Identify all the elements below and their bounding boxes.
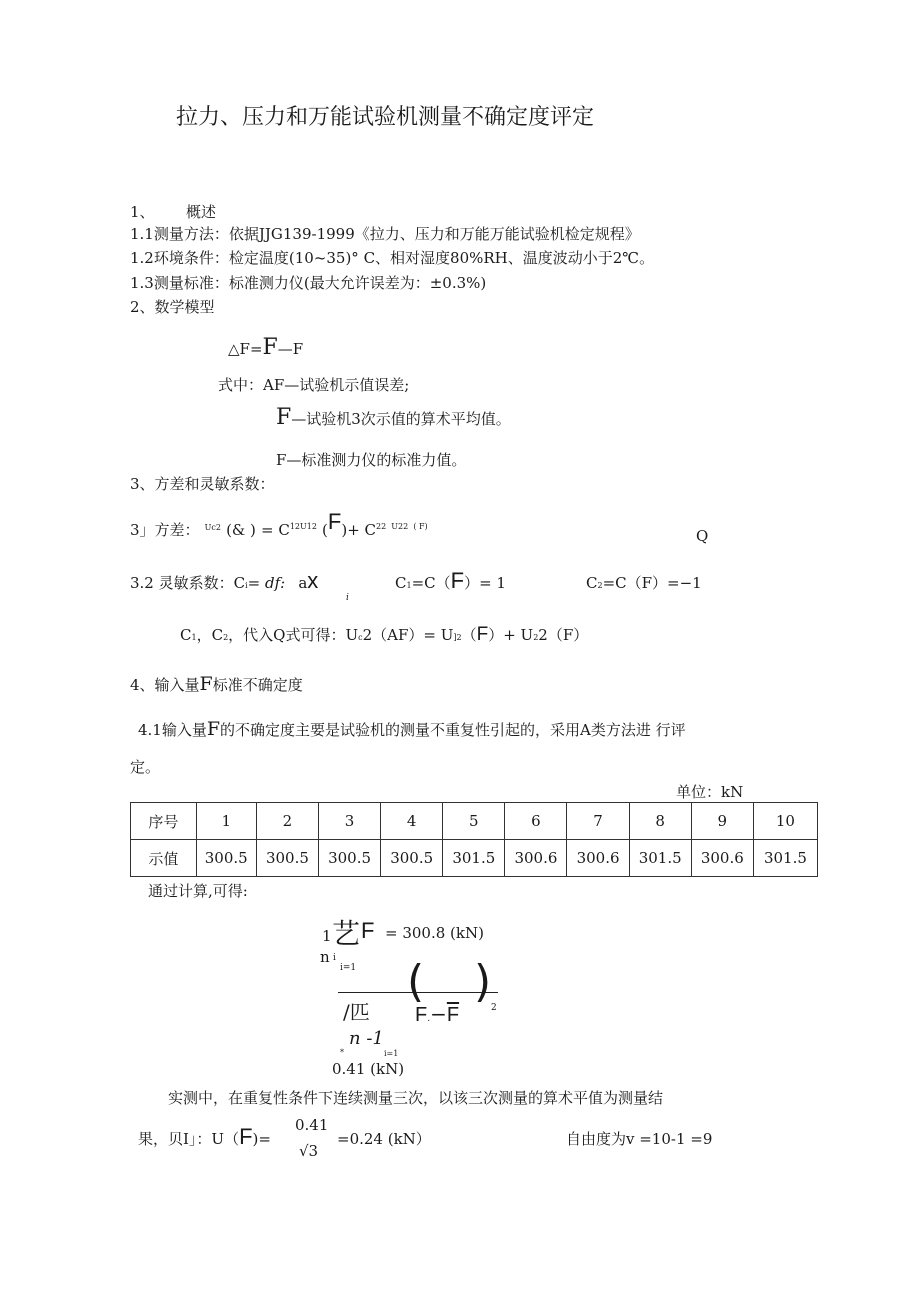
var-uc-sub: c <box>211 523 216 532</box>
var-u2: U <box>391 522 399 531</box>
mean-i: i <box>333 953 336 963</box>
value-cell: 301.5 <box>629 840 691 877</box>
value-cell: 300.5 <box>318 840 380 877</box>
s4-heading-b: 标准不确定度 <box>212 676 303 694</box>
header-cell: 6 <box>505 803 567 840</box>
sd-i1: i=1 <box>384 1049 399 1058</box>
var-uc: U <box>204 523 212 532</box>
measurement-table <box>130 802 818 877</box>
value-cell: 300.6 <box>567 840 629 877</box>
value-cell: 301.5 <box>443 840 505 877</box>
variance-label: 3」方差： <box>130 521 200 539</box>
sd-Fi-letter: F <box>415 1004 428 1026</box>
def-mean-text: —试验机3次示值的算术平均值。 <box>291 410 511 428</box>
table-value-row <box>131 840 818 877</box>
header-cell: 2 <box>256 803 318 840</box>
sens-eq: = df: <box>247 574 286 592</box>
value-cell: 300.6 <box>691 840 753 877</box>
c1-sub: 1 <box>406 581 412 590</box>
section-3-heading: 3、方差和灵敏系数： <box>130 475 275 493</box>
environment-conditions: 1.2环境条件：检定温度(10~35)° C、相对湿度80%RH、温度波动小于2℃。 <box>130 249 655 267</box>
sub-g: 2（F） <box>538 626 589 644</box>
sub-f: ）+ U <box>488 626 534 644</box>
header-cell: 3 <box>318 803 380 840</box>
sub-a: C <box>180 626 192 644</box>
sd-n-minus-1: n -1 <box>349 1028 384 1049</box>
mean-F: F <box>361 918 375 943</box>
c1-formula <box>395 568 506 594</box>
var-plus-c: )+ C <box>341 521 377 539</box>
c1-F: F <box>450 568 465 593</box>
s4-p-c: 定。 <box>130 758 161 776</box>
sd-close-paren: ) <box>474 956 492 1007</box>
res-b: )= <box>252 1130 271 1148</box>
header-cell: 4 <box>381 803 443 840</box>
model-delta: △F= <box>228 340 263 358</box>
where-clause: 式中：AF—试验机示值误差; <box>218 376 410 394</box>
var-u1-sup: 2 <box>311 522 317 531</box>
var-eq: = C <box>260 521 290 539</box>
value-cell: 301.5 <box>753 840 817 877</box>
mean-value: = 300.8 (kN) <box>385 924 484 942</box>
var-tail: ( F) <box>413 522 428 531</box>
sensitivity-formula <box>130 568 318 594</box>
def-F-symbol: F <box>276 405 292 430</box>
sens-label: 3.2 灵敏系数：C <box>130 574 246 592</box>
sd-open-paren: ( <box>407 956 425 1007</box>
var-open: ( <box>322 521 328 539</box>
calculation-intro: 通过计算,可得: <box>148 882 248 900</box>
var-c2-sub: 2 <box>376 522 382 531</box>
sub-c-sub: c <box>358 633 363 642</box>
c2-formula <box>586 572 702 593</box>
sub-d: 2（AF）= U <box>362 626 454 644</box>
mean-n: n <box>320 948 330 966</box>
sd-value: 0.41 (kN) <box>332 1060 405 1078</box>
sens-i-sub: i <box>245 581 248 590</box>
sd-F-bar: $\overline{F}$ <box>446 1004 460 1026</box>
c1-c: ）= 1 <box>464 574 506 592</box>
res-F: F <box>239 1124 253 1149</box>
model-minus-F: —F <box>277 340 304 358</box>
header-cell: 7 <box>567 803 629 840</box>
var-uc-sup: 2 <box>215 523 221 532</box>
var-u1: U <box>300 522 307 531</box>
s4-heading-F: F <box>199 673 213 695</box>
sd-sum-symbol: /匹 <box>343 1000 370 1024</box>
variance-formula <box>130 509 428 541</box>
var-c2-sup: 2 <box>381 522 387 531</box>
unit-label: 单位：kN <box>676 783 744 801</box>
math-model <box>228 335 303 360</box>
sd-power: 2 <box>491 1003 497 1013</box>
c2-b: =C（F）=−1 <box>602 574 702 592</box>
measurement-method: 1.1测量方法：依据JJG139-1999《拉力、压力和万能万能试验机检定规程》 <box>130 225 640 243</box>
s4-heading-a: 4、输入量 <box>130 676 200 694</box>
repeat-measurement-paragraph: 实测中，在重复性条件下连续测量三次，以该三次测量的算术平值为测量结 <box>168 1089 664 1107</box>
value-cell-label: 示值 <box>131 840 197 877</box>
var-c1-sub: 1 <box>289 522 295 531</box>
sd-dot: . <box>427 1014 431 1024</box>
degrees-of-freedom: 自由度为v =10-1 =9 <box>566 1130 713 1148</box>
sens-i: i <box>346 593 349 603</box>
header-cell: 1 <box>196 803 256 840</box>
value-cell: 300.6 <box>505 840 567 877</box>
measurement-standard: 1.3测量标准：标准测力仪(最大允许误差为：±0.3%) <box>130 274 487 292</box>
s4-p-F: F <box>206 718 221 740</box>
s4-p-a: 4.1输入量 <box>138 721 207 739</box>
header-cell: 5 <box>443 803 505 840</box>
header-cell: 9 <box>691 803 753 840</box>
var-u2-sup: 2 <box>403 522 409 531</box>
c1-b: =C（ <box>411 574 451 592</box>
definition-standard-force: F—标准测力仪的标准力值。 <box>276 451 467 469</box>
sd-minus: − <box>430 1002 447 1026</box>
sub-a-sub: 1 <box>191 633 197 642</box>
sub-e: （ <box>461 626 477 644</box>
header-cell: 8 <box>629 803 691 840</box>
sens-a: a <box>298 574 308 592</box>
var-F: F <box>327 509 342 534</box>
sub-b: ，C <box>196 626 224 644</box>
section-1-number: 1、 <box>130 203 155 221</box>
section-2-heading: 2、数学模型 <box>130 298 215 316</box>
var-u2-sub: 2 <box>398 522 404 531</box>
c2-sub: 2 <box>597 581 603 590</box>
header-cell: 10 <box>753 803 817 840</box>
mean-i1: i=1 <box>340 963 357 973</box>
section-1-heading: 概述 <box>186 203 217 221</box>
value-cell: 300.5 <box>381 840 443 877</box>
sd-star: * <box>340 1048 344 1057</box>
section-4-paragraph <box>138 718 686 740</box>
model-F-bar: F <box>262 335 278 360</box>
definition-mean <box>276 405 511 430</box>
sub-c: ，代入Q式可得：U <box>228 626 359 644</box>
res-sqrt3: √3 <box>299 1142 319 1160</box>
table-header-row <box>131 803 818 840</box>
substitution-formula <box>180 624 588 646</box>
res-a: 果，贝I」：U（ <box>138 1130 240 1148</box>
res-value: =0.24 (kN） <box>337 1130 431 1148</box>
var-c1-sup: 2 <box>294 522 300 531</box>
sd-Fi <box>415 1002 459 1027</box>
c1-a: C <box>395 574 407 592</box>
section-4-heading <box>130 673 303 695</box>
sub-b-sub: 2 <box>223 633 229 642</box>
sub-F: F <box>476 624 489 645</box>
var-u1-sub: 1 <box>306 522 312 531</box>
res-numerator: 0.41 <box>295 1116 329 1134</box>
value-cell: 300.5 <box>256 840 318 877</box>
c2-a: C <box>586 574 598 592</box>
equation-label-q: Q <box>696 527 709 545</box>
mean-sum-symbol: 艺 <box>332 917 361 950</box>
sub-f-sub: 2 <box>533 633 539 642</box>
result-formula <box>138 1124 271 1150</box>
page-title: 拉力、压力和万能试验机测量不确定度评定 <box>176 105 595 130</box>
header-cell-label: 序号 <box>131 803 197 840</box>
value-cell: 300.5 <box>196 840 256 877</box>
s4-p-b: 的不确定度主要是试验机的测量不重复性引起的，采用A类方法进 行评 <box>220 721 686 739</box>
var-arg: (& ) <box>226 521 256 539</box>
mean-1: 1 <box>322 927 332 945</box>
sub-d-sub: ]2 <box>453 633 462 642</box>
sens-x: x <box>307 568 319 593</box>
